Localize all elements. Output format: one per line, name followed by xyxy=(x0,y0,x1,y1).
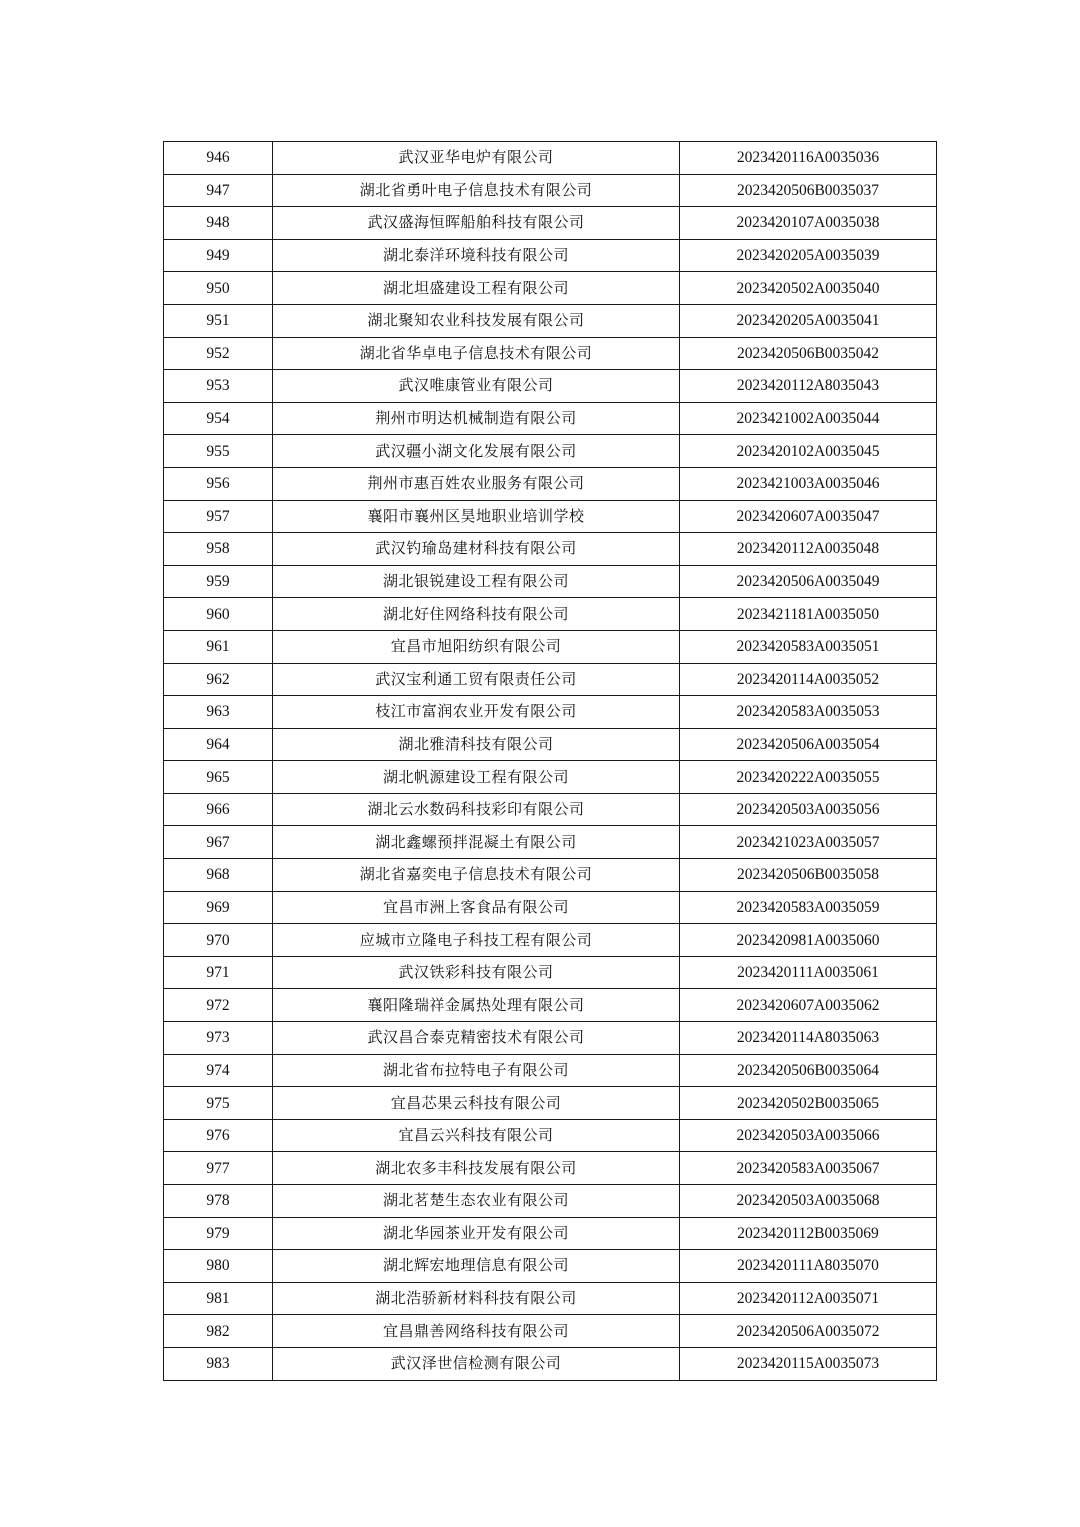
row-number-cell: 950 xyxy=(164,272,273,305)
table-row xyxy=(164,1054,937,1087)
row-number-cell: 947 xyxy=(164,174,273,207)
registration-code-cell: 2023420506A0035049 xyxy=(680,565,937,598)
registration-code-cell: 2023420502B0035065 xyxy=(680,1087,937,1120)
company-name-cell: 武汉昌合泰克精密技术有限公司 xyxy=(273,1022,680,1055)
row-number-cell: 977 xyxy=(164,1152,273,1185)
row-number-cell: 970 xyxy=(164,924,273,957)
registration-code-cell: 2023420506A0035054 xyxy=(680,728,937,761)
registration-code-cell: 2023420111A8035070 xyxy=(680,1250,937,1283)
registration-code-cell: 2023420205A0035039 xyxy=(680,239,937,272)
row-number-cell: 964 xyxy=(164,728,273,761)
row-number-cell: 971 xyxy=(164,956,273,989)
row-number-cell: 980 xyxy=(164,1250,273,1283)
table-row xyxy=(164,500,937,533)
row-number-cell: 961 xyxy=(164,630,273,663)
registration-code-cell: 2023420583A0035051 xyxy=(680,630,937,663)
row-number-cell: 973 xyxy=(164,1022,273,1055)
company-name-cell: 宜昌市旭阳纺织有限公司 xyxy=(273,630,680,663)
company-name-cell: 湖北坦盛建设工程有限公司 xyxy=(273,272,680,305)
row-number-cell: 956 xyxy=(164,467,273,500)
company-name-cell: 湖北好住网络科技有限公司 xyxy=(273,598,680,631)
registration-code-cell: 2023420981A0035060 xyxy=(680,924,937,957)
company-name-cell: 湖北雅清科技有限公司 xyxy=(273,728,680,761)
company-name-cell: 湖北省布拉特电子有限公司 xyxy=(273,1054,680,1087)
registration-code-cell: 2023420506B0035042 xyxy=(680,337,937,370)
table-row xyxy=(164,728,937,761)
row-number-cell: 953 xyxy=(164,370,273,403)
registration-code-cell: 2023420114A0035052 xyxy=(680,663,937,696)
table-row xyxy=(164,533,937,566)
company-name-cell: 枝江市富润农业开发有限公司 xyxy=(273,696,680,729)
company-name-cell: 襄阳隆瑞祥金属热处理有限公司 xyxy=(273,989,680,1022)
company-name-cell: 武汉铁彩科技有限公司 xyxy=(273,956,680,989)
row-number-cell: 959 xyxy=(164,565,273,598)
company-name-cell: 湖北鑫螺预拌混凝土有限公司 xyxy=(273,826,680,859)
row-number-cell: 951 xyxy=(164,304,273,337)
company-name-cell: 武汉宝利通工贸有限责任公司 xyxy=(273,663,680,696)
table-row xyxy=(164,142,937,175)
row-number-cell: 965 xyxy=(164,761,273,794)
table-row xyxy=(164,1315,937,1348)
company-name-cell: 湖北省勇叶电子信息技术有限公司 xyxy=(273,174,680,207)
row-number-cell: 968 xyxy=(164,859,273,892)
registration-code-cell: 2023420503A0035068 xyxy=(680,1185,937,1218)
table-row xyxy=(164,989,937,1022)
table-row xyxy=(164,696,937,729)
row-number-cell: 960 xyxy=(164,598,273,631)
table-row xyxy=(164,565,937,598)
company-name-cell: 武汉亚华电炉有限公司 xyxy=(273,142,680,175)
company-name-cell: 武汉泽世信检测有限公司 xyxy=(273,1347,680,1380)
company-name-cell: 湖北茗楚生态农业有限公司 xyxy=(273,1185,680,1218)
company-name-cell: 应城市立隆电子科技工程有限公司 xyxy=(273,924,680,957)
company-name-cell: 湖北云水数码科技彩印有限公司 xyxy=(273,793,680,826)
row-number-cell: 963 xyxy=(164,696,273,729)
registration-code-cell: 2023421002A0035044 xyxy=(680,402,937,435)
registration-code-cell: 2023420112A8035043 xyxy=(680,370,937,403)
table-row xyxy=(164,1217,937,1250)
registration-code-cell: 2023420114A8035063 xyxy=(680,1022,937,1055)
registration-code-cell: 2023420112A0035048 xyxy=(680,533,937,566)
registration-code-cell: 2023421003A0035046 xyxy=(680,467,937,500)
company-name-cell: 宜昌市洲上客食品有限公司 xyxy=(273,891,680,924)
registration-code-cell: 2023421023A0035057 xyxy=(680,826,937,859)
registration-code-cell: 2023421181A0035050 xyxy=(680,598,937,631)
row-number-cell: 957 xyxy=(164,500,273,533)
registration-code-cell: 2023420607A0035047 xyxy=(680,500,937,533)
table-row xyxy=(164,956,937,989)
registration-code-cell: 2023420583A0035059 xyxy=(680,891,937,924)
table-row xyxy=(164,337,937,370)
registration-code-cell: 2023420112A0035071 xyxy=(680,1282,937,1315)
company-name-cell: 荆州市明达机械制造有限公司 xyxy=(273,402,680,435)
company-name-cell: 武汉盛海恒晖船舶科技有限公司 xyxy=(273,207,680,240)
table-row xyxy=(164,891,937,924)
row-number-cell: 948 xyxy=(164,207,273,240)
row-number-cell: 952 xyxy=(164,337,273,370)
registration-code-cell: 2023420583A0035067 xyxy=(680,1152,937,1185)
table-row xyxy=(164,1185,937,1218)
company-name-cell: 湖北农多丰科技发展有限公司 xyxy=(273,1152,680,1185)
table-row xyxy=(164,826,937,859)
company-name-cell: 荆州市惠百姓农业服务有限公司 xyxy=(273,467,680,500)
registration-code-cell: 2023420583A0035053 xyxy=(680,696,937,729)
row-number-cell: 981 xyxy=(164,1282,273,1315)
company-registry-table xyxy=(163,141,937,1381)
row-number-cell: 972 xyxy=(164,989,273,1022)
row-number-cell: 979 xyxy=(164,1217,273,1250)
table-row xyxy=(164,1282,937,1315)
registration-code-cell: 2023420111A0035061 xyxy=(680,956,937,989)
registration-code-cell: 2023420506B0035064 xyxy=(680,1054,937,1087)
row-number-cell: 966 xyxy=(164,793,273,826)
row-number-cell: 978 xyxy=(164,1185,273,1218)
row-number-cell: 982 xyxy=(164,1315,273,1348)
row-number-cell: 969 xyxy=(164,891,273,924)
company-name-cell: 武汉唯康管业有限公司 xyxy=(273,370,680,403)
company-name-cell: 武汉钓瑜岛建材科技有限公司 xyxy=(273,533,680,566)
row-number-cell: 946 xyxy=(164,142,273,175)
row-number-cell: 954 xyxy=(164,402,273,435)
registration-code-cell: 2023420115A0035073 xyxy=(680,1347,937,1380)
table-row xyxy=(164,663,937,696)
table-row xyxy=(164,1347,937,1380)
company-name-cell: 湖北浩骄新材料科技有限公司 xyxy=(273,1282,680,1315)
table-row xyxy=(164,1087,937,1120)
row-number-cell: 962 xyxy=(164,663,273,696)
registration-code-cell: 2023420205A0035041 xyxy=(680,304,937,337)
table-row xyxy=(164,924,937,957)
registration-code-cell: 2023420222A0035055 xyxy=(680,761,937,794)
table-row xyxy=(164,1119,937,1152)
table-row xyxy=(164,761,937,794)
row-number-cell: 983 xyxy=(164,1347,273,1380)
registration-code-cell: 2023420607A0035062 xyxy=(680,989,937,1022)
table-row xyxy=(164,630,937,663)
row-number-cell: 949 xyxy=(164,239,273,272)
company-name-cell: 湖北聚知农业科技发展有限公司 xyxy=(273,304,680,337)
table-row xyxy=(164,793,937,826)
company-name-cell: 湖北泰洋环境科技有限公司 xyxy=(273,239,680,272)
table-row xyxy=(164,859,937,892)
table-row xyxy=(164,1022,937,1055)
table-row xyxy=(164,598,937,631)
table-row xyxy=(164,1152,937,1185)
registration-code-cell: 2023420502A0035040 xyxy=(680,272,937,305)
company-name-cell: 宜昌云兴科技有限公司 xyxy=(273,1119,680,1152)
table-row xyxy=(164,402,937,435)
registration-code-cell: 2023420116A0035036 xyxy=(680,142,937,175)
company-name-cell: 宜昌芯果云科技有限公司 xyxy=(273,1087,680,1120)
company-name-cell: 宜昌鼎善网络科技有限公司 xyxy=(273,1315,680,1348)
registration-code-cell: 2023420503A0035066 xyxy=(680,1119,937,1152)
table-row xyxy=(164,435,937,468)
company-name-cell: 武汉疆小湖文化发展有限公司 xyxy=(273,435,680,468)
row-number-cell: 967 xyxy=(164,826,273,859)
registration-code-cell: 2023420506B0035037 xyxy=(680,174,937,207)
company-name-cell: 湖北银锐建设工程有限公司 xyxy=(273,565,680,598)
row-number-cell: 976 xyxy=(164,1119,273,1152)
row-number-cell: 975 xyxy=(164,1087,273,1120)
registration-code-cell: 2023420506A0035072 xyxy=(680,1315,937,1348)
row-number-cell: 955 xyxy=(164,435,273,468)
table-row xyxy=(164,207,937,240)
row-number-cell: 958 xyxy=(164,533,273,566)
company-name-cell: 湖北省华卓电子信息技术有限公司 xyxy=(273,337,680,370)
registration-code-cell: 2023420102A0035045 xyxy=(680,435,937,468)
company-name-cell: 湖北帆源建设工程有限公司 xyxy=(273,761,680,794)
row-number-cell: 974 xyxy=(164,1054,273,1087)
table-row xyxy=(164,272,937,305)
company-name-cell: 襄阳市襄州区昊地职业培训学校 xyxy=(273,500,680,533)
table-row xyxy=(164,304,937,337)
table-row xyxy=(164,174,937,207)
company-name-cell: 湖北华园茶业开发有限公司 xyxy=(273,1217,680,1250)
table-row xyxy=(164,467,937,500)
company-name-cell: 湖北辉宏地理信息有限公司 xyxy=(273,1250,680,1283)
table-row xyxy=(164,239,937,272)
registration-code-cell: 2023420506B0035058 xyxy=(680,859,937,892)
registration-code-cell: 2023420107A0035038 xyxy=(680,207,937,240)
company-name-cell: 湖北省嘉奕电子信息技术有限公司 xyxy=(273,859,680,892)
registry-table-body xyxy=(164,142,937,1381)
registration-code-cell: 2023420503A0035056 xyxy=(680,793,937,826)
table-row xyxy=(164,370,937,403)
registration-code-cell: 2023420112B0035069 xyxy=(680,1217,937,1250)
table-row xyxy=(164,1250,937,1283)
